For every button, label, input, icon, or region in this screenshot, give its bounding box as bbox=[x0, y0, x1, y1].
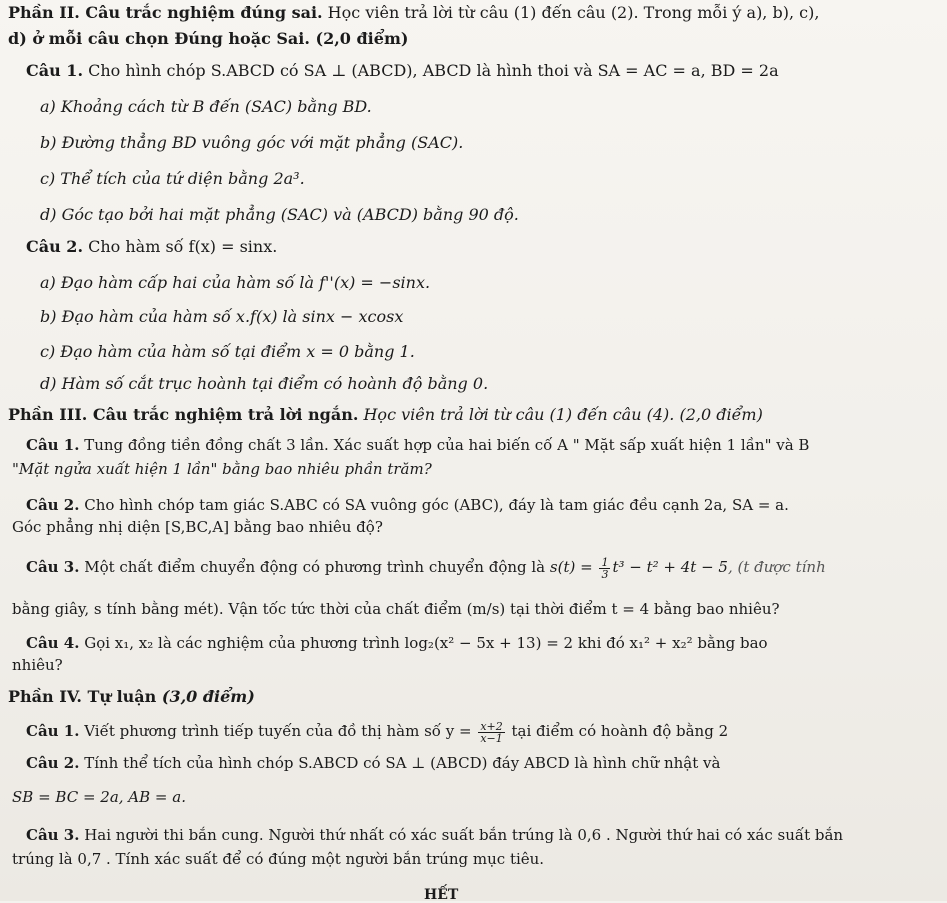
motion-equation: s(t) = $\frac{1}{3}$ t³ − t² + 4t − 5 bbox=[549, 555, 728, 581]
part3-q2-line1: Câu 2. Cho hình chóp tam giác S.ABC có SA vuông góc (ABC), đáy là tam giác đều cạnh 2a, SA = a. bbox=[26, 496, 789, 514]
part2-q2-option-a: a) Đạo hàm cấp hai của hàm số là f''(x) = −sinx. bbox=[40, 273, 431, 292]
part3-q4-line2: nhiêu? bbox=[12, 656, 63, 674]
end-marker: HẾT bbox=[424, 887, 459, 903]
part2-heading-line2: d) ở mỗi câu chọn Đúng hoặc Sai. (2,0 điểm) bbox=[8, 29, 409, 48]
part3-q1-line2: "Mặt ngửa xuất hiện 1 lần" bằng bao nhiêu phần trăm? bbox=[12, 460, 432, 478]
part4-q3-line2: trúng là 0,7 . Tính xác suất để có đúng một người bắn trúng mục tiêu. bbox=[12, 850, 545, 868]
part2-q2-option-c: c) Đạo hàm của hàm số tại điểm x = 0 bằng 1. bbox=[40, 342, 415, 361]
part3-q1-line1: Câu 1. Tung đồng tiền đồng chất 3 lần. Xác suất hợp của hai biến cố A " Mặt sấp xuất hiện 1 lần" và B bbox=[26, 436, 810, 454]
part3-q3-line1: Câu 3. Một chất điểm chuyển động có phương trình chuyển động là s(t) = $\frac{1}{3}$ t³ − t² + 4t − 5, (t được tính bbox=[26, 555, 826, 581]
part2-q1-option-d: d) Góc tạo bởi hai mặt phẳng (SAC) và (ABCD) bằng 90 độ. bbox=[40, 205, 519, 224]
part3-q4-line1: Câu 4. Gọi x₁, x₂ là các nghiệm của phương trình log₂(x² − 5x + 13) = 2 khi đó x₁² + x₂² bằng bao bbox=[26, 634, 768, 652]
part4-q1-line: Câu 1. Viết phương trình tiếp tuyến của đồ thị hàm số y = $\frac{x+2}{x-1}$ tại điểm có hoành độ bằng 2 bbox=[26, 719, 729, 745]
part2-q1-stem: Câu 1. Cho hình chóp S.ABCD có SA ⊥ (ABCD), ABCD là hình thoi và SA = AC = a, BD = 2a bbox=[26, 61, 779, 80]
part2-heading: Phần II. Câu trắc nghiệm đúng sai. Học viên trả lời từ câu (1) đến câu (2). Trong mỗi ý a), b), c), bbox=[8, 3, 820, 22]
part3-heading: Phần III. Câu trắc nghiệm trả lời ngắn. Học viên trả lời từ câu (1) đến câu (4). (2,0 điểm) bbox=[8, 405, 763, 424]
part4-q2-line1: Câu 2. Tính thể tích của hình chóp S.ABCD có SA ⊥ (ABCD) đáy ABCD là hình chữ nhật và bbox=[26, 754, 721, 772]
part4-q3-line1: Câu 3. Hai người thi bắn cung. Người thứ nhất có xác suất bắn trúng là 0,6 . Người thứ hai có xác suất bắn bbox=[26, 826, 844, 844]
part2-q2-stem: Câu 2. Cho hàm số f(x) = sinx. bbox=[26, 237, 278, 256]
part2-q1-option-b: b) Đường thẳng BD vuông góc với mặt phẳng (SAC). bbox=[40, 133, 464, 152]
part2-q2-option-d: d) Hàm số cắt trục hoành tại điểm có hoành độ bằng 0. bbox=[40, 374, 489, 393]
function-fraction: $\frac{x+2}{x-1}$ bbox=[480, 719, 503, 745]
part4-heading: Phần IV. Tự luận (3,0 điểm) bbox=[8, 687, 255, 706]
part3-q3-line2: bằng giây, s tính bằng mét). Vận tốc tức thời của chất điểm (m/s) tại thời điểm t = 4 bằng bao nhiêu? bbox=[12, 600, 780, 618]
part2-q1-option-c: c) Thể tích của tứ diện bằng 2a³. bbox=[40, 169, 305, 188]
part2-q2-option-b: b) Đạo hàm của hàm số x.f(x) là sinx − xcosx bbox=[40, 307, 404, 326]
part3-q2-line2: Góc phẳng nhị diện [S,BC,A] bằng bao nhiêu độ? bbox=[12, 518, 383, 536]
fraction-one-third: $\frac{1}{3}$ bbox=[601, 555, 609, 581]
part4-q2-line2: SB = BC = 2a, AB = a. bbox=[12, 788, 186, 806]
part2-q1-option-a: a) Khoảng cách từ B đến (SAC) bằng BD. bbox=[40, 97, 372, 116]
